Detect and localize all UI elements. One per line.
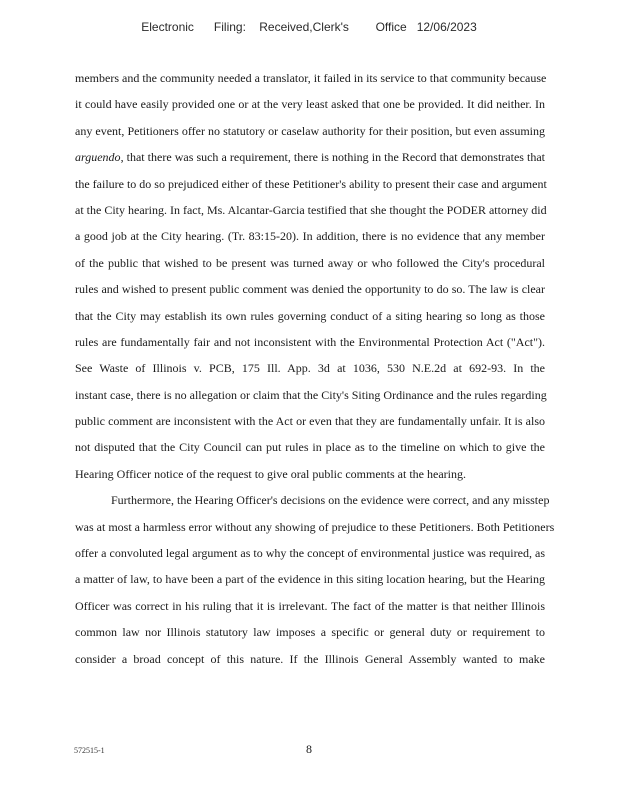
text-line (75, 123, 545, 149)
text-line (75, 255, 545, 281)
text-segment: of the public that wished to be present was turned away or who followed the City's procedural (75, 255, 545, 270)
text-line (75, 360, 545, 386)
text-segment: the failure to do so prejudiced either of these Petitioner's ability to present their case and argument (75, 176, 547, 191)
text-line (75, 149, 545, 175)
text-segment: at the City hearing. In fact, Ms. Alcantar-Garcia testified that she thought the PODER attorney did (75, 202, 547, 217)
text-line (75, 545, 545, 571)
text-segment: that the City may establish its own rules governing conduct of a siting hearing so long as those (75, 308, 545, 323)
text-segment: was at most a harmless error without any showing of prejudice to these Petitioners. Both Petitioners (75, 519, 555, 534)
text-line (75, 598, 545, 624)
text-line (75, 466, 545, 492)
text-segment: any event, Petitioners offer no statutory or caselaw authority for their position, but even assuming (75, 123, 545, 138)
paragraph (75, 492, 555, 677)
text-line (75, 439, 545, 465)
page-number: 8 (306, 742, 312, 756)
text-segment: common law nor Illinois statutory law imposes a specific or general duty or requirement to (75, 625, 545, 640)
text-segment: a good job at the City hearing. (Tr. 83:15-20). In addition, there is no evidence that any member (75, 229, 545, 244)
text-segment: public comment are inconsistent with the Act or even that they are fundamentally unfair. It is also (75, 414, 545, 429)
text-line (75, 96, 545, 122)
text-segment: , that there was such a requirement, there is nothing in the Record that demonstrates that (120, 150, 545, 165)
text-segment: See Waste of Illinois v. PCB, 175 Ill. App. 3d at 1036, 530 N.E.2d at 692-93. In the (75, 361, 545, 376)
text-line (75, 624, 545, 650)
paragraph (75, 70, 545, 492)
text-segment: Officer was correct in his ruling that it is irrelevant. The fact of the matter is that neither Illinois (75, 598, 545, 613)
text-line (75, 492, 550, 518)
text-segment: consider a broad concept of this nature. If the Illinois General Assembly wanted to make (75, 651, 545, 666)
text-segment: rules and wished to present public comment was denied the opportunity to do so. The law is clear (75, 282, 545, 297)
text-segment: offer a convoluted legal argument as to why the concept of environmental justice was required, as (75, 546, 545, 561)
text-segment: not disputed that the City Council can put rules in place as to the timeline on which to give the (75, 440, 545, 455)
text-line (75, 387, 545, 413)
text-segment: members and the community needed a translator, it failed in its service to that community because (75, 71, 547, 85)
text-segment: rules are fundamentally fair and not inconsistent with the Environmental Protection Act ("Act"). (75, 334, 545, 349)
document-body (75, 70, 555, 677)
text-segment: it could have easily provided one or at the very least asked that one be provided. It did neither. In (75, 97, 545, 112)
text-line (75, 176, 545, 202)
text-line (75, 308, 545, 334)
text-line (75, 228, 545, 254)
electronic-filing-header: Electronic Filing: Received,Clerk's Office 12/06/2023 (141, 20, 477, 34)
text-line (75, 571, 545, 597)
text-segment: instant case, there is no allegation or claim that the City's Siting Ordinance and the rules regarding (75, 387, 547, 402)
text-line (75, 651, 545, 677)
document-id: 572515-1 (74, 746, 105, 755)
text-line (75, 519, 555, 545)
text-line (75, 70, 545, 96)
text-segment: Furthermore, the Hearing Officer's decisions on the evidence were correct, and any misstep (111, 493, 550, 508)
text-segment: a matter of law, to have been a part of the evidence in this siting location hearing, but the Hearing (75, 572, 545, 587)
text-line (75, 413, 545, 439)
text-line (75, 334, 545, 360)
text-line (75, 202, 545, 228)
text-line (75, 281, 545, 307)
text-segment: Hearing Officer notice of the request to give oral public comments at the hearing. (75, 466, 466, 481)
italic-term: arguendo (75, 150, 121, 165)
